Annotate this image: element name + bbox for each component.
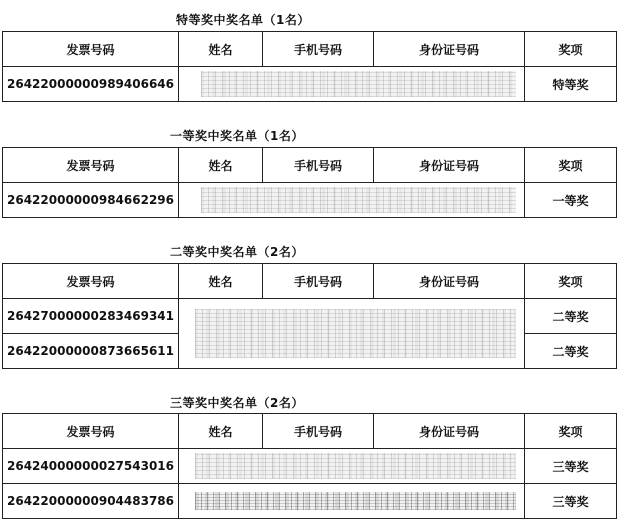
header-phone: 手机号码: [263, 264, 374, 299]
table-header-row: [3, 148, 617, 183]
table-row: [3, 299, 617, 334]
invoice-number: 26427000000283469341: [3, 299, 179, 334]
invoice-number: 26422000000904483786: [3, 484, 179, 519]
table-row: [3, 484, 617, 519]
prize-level: 一等奖: [525, 183, 617, 218]
section-title-grand-prize: 特等奖中奖名单（1名）: [176, 13, 310, 27]
table-header-row: [3, 414, 617, 449]
invoice-number: 26422000000873665611: [3, 334, 179, 369]
header-name: 姓名: [179, 32, 263, 67]
redacted-personal-info: [179, 299, 525, 369]
header-id-card: 身份证号码: [374, 264, 525, 299]
header-prize: 奖项: [525, 264, 617, 299]
third-prize-table: [2, 413, 617, 519]
redacted-personal-info: [179, 449, 525, 484]
prize-level: 特等奖: [525, 67, 617, 102]
section-title-second-prize: 二等奖中奖名单（2名）: [170, 245, 304, 259]
section-title-first-prize: 一等奖中奖名单（1名）: [170, 129, 304, 143]
grand-prize-table: [2, 31, 617, 102]
redacted-personal-info: [179, 484, 525, 519]
header-id-card: 身份证号码: [374, 148, 525, 183]
header-phone: 手机号码: [263, 414, 374, 449]
prize-level: 三等奖: [525, 484, 617, 519]
header-phone: 手机号码: [263, 148, 374, 183]
header-prize: 奖项: [525, 148, 617, 183]
header-id-card: 身份证号码: [374, 414, 525, 449]
invoice-number: 26424000000027543016: [3, 449, 179, 484]
header-phone: 手机号码: [263, 32, 374, 67]
second-prize-table: [2, 263, 617, 369]
prize-level: 三等奖: [525, 449, 617, 484]
redacted-personal-info: [179, 183, 525, 218]
table-row: [3, 183, 617, 218]
redacted-personal-info: [179, 67, 525, 102]
header-name: 姓名: [179, 414, 263, 449]
table-header-row: [3, 32, 617, 67]
header-id-card: 身份证号码: [374, 32, 525, 67]
first-prize-table: [2, 147, 617, 218]
header-name: 姓名: [179, 148, 263, 183]
invoice-number: 26422000000989406646: [3, 67, 179, 102]
table-row: [3, 449, 617, 484]
invoice-number: 26422000000984662296: [3, 183, 179, 218]
prize-level: 二等奖: [525, 299, 617, 334]
header-invoice: 发票号码: [3, 32, 179, 67]
header-name: 姓名: [179, 264, 263, 299]
header-invoice: 发票号码: [3, 148, 179, 183]
header-prize: 奖项: [525, 32, 617, 67]
header-invoice: 发票号码: [3, 414, 179, 449]
section-title-third-prize: 三等奖中奖名单（2名）: [170, 396, 304, 410]
table-header-row: [3, 264, 617, 299]
table-row: [3, 67, 617, 102]
prize-level: 二等奖: [525, 334, 617, 369]
header-prize: 奖项: [525, 414, 617, 449]
header-invoice: 发票号码: [3, 264, 179, 299]
